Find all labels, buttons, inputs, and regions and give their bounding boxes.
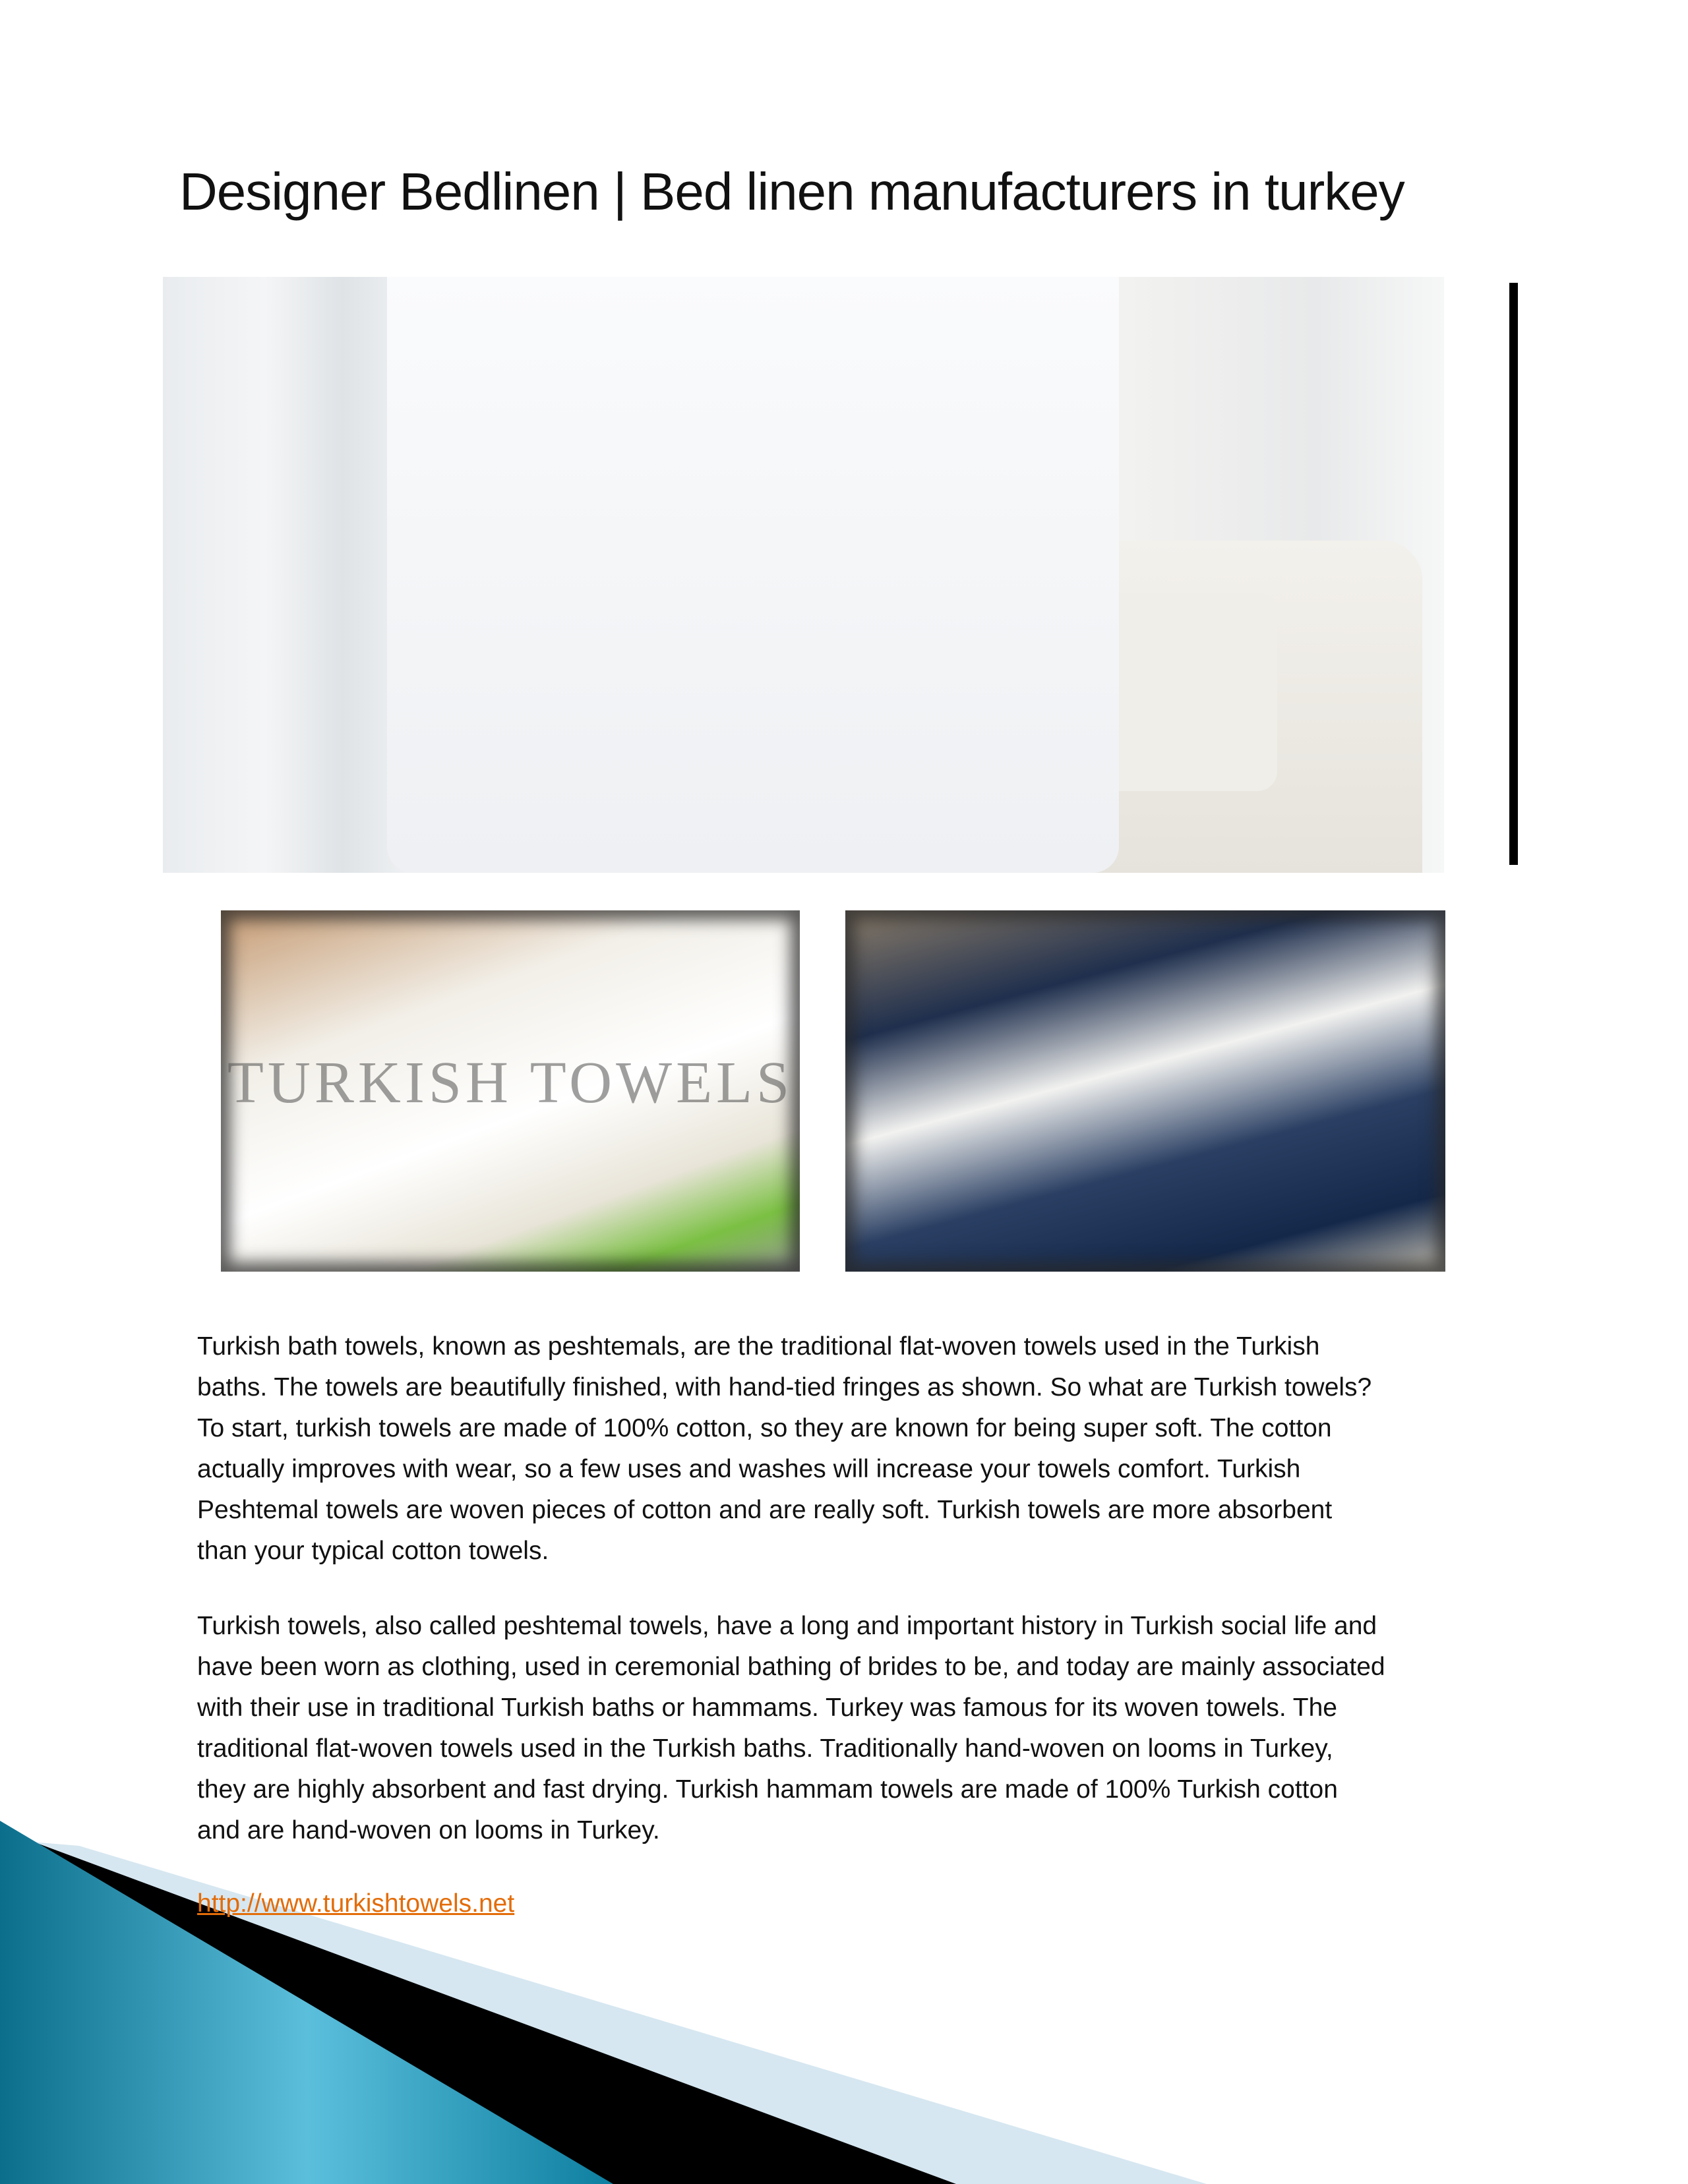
text-line: Turkish bath towels, known as peshtemals, are the traditional flat-woven towels used in the Turkish [197,1332,1320,1361]
bedding-image-green [221,910,800,1272]
paragraph-2 [197,1606,1473,1851]
website-link[interactable]: http://www.turkishtowels.net [197,1889,515,1918]
bathrobe-shape [387,277,1119,873]
text-line: they are highly absorbent and fast drying. Turkish hammam towels are made of 100% Turkish cotton [197,1775,1338,1804]
text-line: traditional flat-woven towels used in the Turkish baths. Traditionally hand-woven on looms in Turkey, [197,1734,1333,1763]
hero-image-bathrobe [163,277,1444,873]
text-line: actually improves with wear, so a few uses and washes will increase your towels comfort. Turkish [197,1455,1301,1483]
text-line: baths. The towels are beautifully finished, with hand-tied fringes as shown. So what are Turkish towels? [197,1373,1372,1402]
text-line: have been worn as clothing, used in ceremonial bathing of brides to be, and today are mainly associated [197,1653,1385,1681]
text-line: than your typical cotton towels. [197,1537,549,1565]
text-line: and are hand-woven on looms in Turkey. [197,1816,660,1845]
text-line: To start, turkish towels are made of 100% cotton, so they are known for being super soft. The cotton [197,1414,1332,1442]
page-title: Designer Bedlinen | Bed linen manufacturers in turkey [179,162,1404,221]
text-line: Peshtemal towels are woven pieces of cotton and are really soft. Turkish towels are more absorbent [197,1496,1333,1524]
watermark-logo: TURKISH TOWELS [227,1050,794,1115]
paragraph-1 [197,1326,1473,1572]
vertical-divider [1509,283,1518,865]
bedding-image-navy [845,910,1445,1272]
text-line: with their use in traditional Turkish baths or hammams. Turkey was famous for its woven towels. The [197,1694,1337,1722]
text-line: Turkish towels, also called peshtemal towels, have a long and important history in Turkish social life and [197,1612,1377,1640]
